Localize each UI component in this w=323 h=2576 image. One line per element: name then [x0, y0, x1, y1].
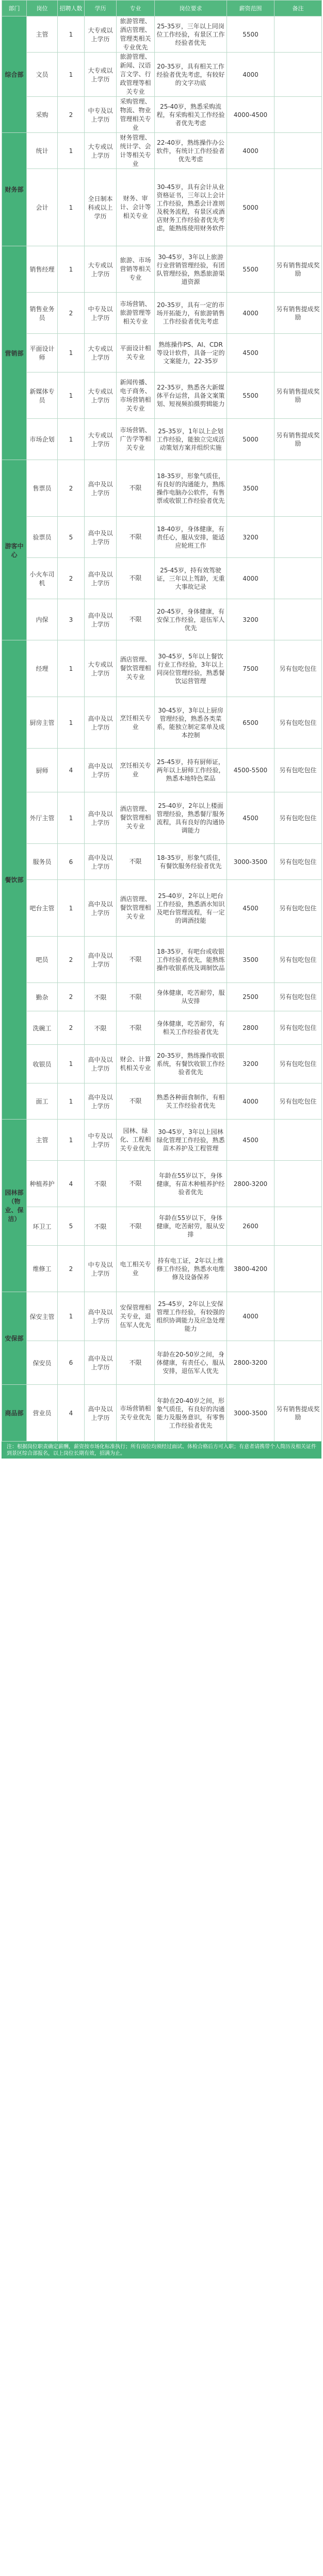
table-row	[2, 169, 322, 246]
salary-cell: 3800-4200	[227, 1246, 274, 1292]
major-cell: 不限	[117, 983, 155, 1011]
requirement-cell: 25-40岁，熟悉采购流程，有采购相关工作经验者优先考虑	[155, 97, 227, 133]
salary-cell: 3500	[227, 937, 274, 983]
requirement-cell: 20-45岁，身体健康，有安保工作经验，退伍军人优先	[155, 599, 227, 640]
education-cell: 高中及以上学历	[85, 517, 117, 558]
requirement-cell: 30-45岁，3年以上园林绿化管理工作经验，熟悉苗木养护及工程管理	[155, 1120, 227, 1161]
headcount-cell: 2	[58, 558, 85, 599]
table-row	[2, 293, 322, 334]
major-cell: 不限	[117, 460, 155, 517]
department-cell: 营销部	[2, 246, 27, 460]
major-cell: 不限	[117, 937, 155, 983]
position-cell: 维修工	[27, 1246, 58, 1292]
education-cell: 高中及以上学历	[85, 792, 117, 844]
position-cell: 销售经理	[27, 246, 58, 293]
table-row	[2, 844, 322, 880]
note-cell: 另有包吃包住	[274, 640, 322, 697]
column-header: 学历	[85, 1, 117, 16]
salary-cell: 4000	[227, 293, 274, 334]
requirement-cell: 22-40岁，熟练操作办公软件，有统计工作经验者优先考虑	[155, 133, 227, 169]
major-cell: 旅游管理、新闻、汉语言文学、行政管理等相关专业	[117, 53, 155, 97]
note-cell: 另有包吃包住	[274, 880, 322, 937]
headcount-cell: 1	[58, 697, 85, 749]
headcount-cell: 2	[58, 97, 85, 133]
table-row	[2, 983, 322, 1011]
note-cell: 另有销售提成奖励	[274, 246, 322, 293]
education-cell: 大专或以上学历	[85, 334, 117, 372]
footnote: 注：根据岗位职责确定薪酬，薪资按市场化标准执行；所有岗位均须经过面试、体检合格后方可入职；有意者请携带个人简历及相关证件到景区综合部报名，以上岗位长期有效，招满为止。	[2, 1442, 321, 1459]
education-cell: 大专或以上学历	[85, 16, 117, 53]
note-cell	[274, 1120, 322, 1161]
headcount-cell: 1	[58, 640, 85, 697]
requirement-cell: 18-35岁，形象气质佳，有良好的沟通能力，熟练操作电脑办公软件，有售票或收银工作经验者优先	[155, 460, 227, 517]
requirement-cell: 25-45岁，持有效驾驶证，三年以上驾龄，无重大事故记录	[155, 558, 227, 599]
major-cell: 烹饪相关专业	[117, 749, 155, 792]
headcount-cell: 5	[58, 1207, 85, 1246]
salary-cell: 4500	[227, 334, 274, 372]
table-row	[2, 937, 322, 983]
major-cell: 不限	[117, 1207, 155, 1246]
table-body	[2, 16, 322, 1442]
headcount-cell: 1	[58, 133, 85, 169]
requirement-cell: 25-35岁，三年以上同岗位工作经验，有景区工作经验者优先	[155, 16, 227, 53]
position-cell: 面工	[27, 1083, 58, 1120]
major-cell: 不限	[117, 517, 155, 558]
note-cell	[274, 334, 322, 372]
position-cell: 外厅主管	[27, 792, 58, 844]
education-cell: 不限	[85, 1207, 117, 1246]
requirement-cell: 年龄在20-40岁之间，形象气质佳，有良好的沟通能力及服务意识，有零售工作经验者优先	[155, 1385, 227, 1442]
education-cell: 大专或以上学历	[85, 133, 117, 169]
requirement-cell: 年龄在20-50岁之间，身体健康，有责任心，服从安排，退伍军人优先	[155, 1341, 227, 1385]
position-cell: 保安员	[27, 1341, 58, 1385]
major-cell: 不限	[117, 844, 155, 880]
headcount-cell: 1	[58, 1120, 85, 1161]
major-cell: 不限	[117, 1341, 155, 1385]
position-cell: 主管	[27, 16, 58, 53]
table-row	[2, 1120, 322, 1161]
position-cell: 主管	[27, 1120, 58, 1161]
major-cell: 不限	[117, 1083, 155, 1120]
table-row	[2, 1207, 322, 1246]
salary-cell: 4000	[227, 1083, 274, 1120]
requirement-cell: 18-35岁，形象气质佳，有餐饮服务经验者优先	[155, 844, 227, 880]
table-row	[2, 372, 322, 419]
salary-cell: 3000-3500	[227, 844, 274, 880]
table-row	[2, 697, 322, 749]
department-cell: 园林部（物业、保洁）	[2, 1120, 27, 1292]
major-cell: 酒店管理、餐饮管理相关专业	[117, 880, 155, 937]
education-cell: 中专及以上学历	[85, 1246, 117, 1292]
note-cell: 另有包吃包住	[274, 1083, 322, 1120]
major-cell: 财务、审计、会计等相关专业	[117, 169, 155, 246]
salary-cell: 7500	[227, 640, 274, 697]
requirement-cell: 熟悉各种面食制作，有相关工作经验者优先	[155, 1083, 227, 1120]
headcount-cell: 5	[58, 517, 85, 558]
position-cell: 勤杂	[27, 983, 58, 1011]
note-cell	[274, 133, 322, 169]
note-cell: 另有销售提成奖励	[274, 1385, 322, 1442]
salary-cell: 3000-3500	[227, 1385, 274, 1442]
requirement-cell: 20-35岁，具有相关工作经验者优先考虑，有较好的文字功底	[155, 53, 227, 97]
education-cell: 不限	[85, 1161, 117, 1207]
education-cell: 高中及以上学历	[85, 937, 117, 983]
position-cell: 收银员	[27, 1045, 58, 1083]
major-cell: 旅游管理、酒店管理、管理类相关专业优先	[117, 16, 155, 53]
column-header: 部门	[2, 1, 27, 16]
education-cell: 高中及以上学历	[85, 1045, 117, 1083]
salary-cell: 4000	[227, 1292, 274, 1341]
headcount-cell: 1	[58, 372, 85, 419]
position-cell: 售票员	[27, 460, 58, 517]
headcount-cell: 3	[58, 599, 85, 640]
education-cell: 全日制本科或以上学历	[85, 169, 117, 246]
requirement-cell: 身体健康，吃苦耐劳，有相关工作经验者优先	[155, 1011, 227, 1045]
table-row	[2, 334, 322, 372]
salary-cell: 3200	[227, 599, 274, 640]
table-row	[2, 1341, 322, 1385]
education-cell: 高中及以上学历	[85, 558, 117, 599]
education-cell: 大专或以上学历	[85, 246, 117, 293]
position-cell: 营业员	[27, 1385, 58, 1442]
position-cell: 市场企划	[27, 419, 58, 460]
note-cell	[274, 1341, 322, 1385]
education-cell: 不限	[85, 1011, 117, 1045]
headcount-cell: 1	[58, 1083, 85, 1120]
headcount-cell: 1	[58, 53, 85, 97]
requirement-cell: 30-45岁，具有会计从业资格证书，三年以上会计工作经验，熟悉会计准则及税务流程，有景区或酒店财务工作经验者优先考虑，能熟练使用财务软件	[155, 169, 227, 246]
headcount-cell: 4	[58, 1161, 85, 1207]
major-cell: 不限	[117, 1011, 155, 1045]
note-cell	[274, 1246, 322, 1292]
position-cell: 文员	[27, 53, 58, 97]
table-row	[2, 246, 322, 293]
education-cell: 高中及以上学历	[85, 1083, 117, 1120]
note-cell	[274, 53, 322, 97]
note-cell	[274, 517, 322, 558]
position-cell: 服务员	[27, 844, 58, 880]
note-cell: 另有包吃包住	[274, 1011, 322, 1045]
education-cell: 高中及以上学历	[85, 1341, 117, 1385]
education-cell: 高中及以上学历	[85, 697, 117, 749]
education-cell: 中专及以上学历	[85, 97, 117, 133]
salary-cell: 3500	[227, 460, 274, 517]
note-cell: 另有销售提成奖励	[274, 419, 322, 460]
headcount-cell: 1	[58, 334, 85, 372]
column-header: 招聘人数	[58, 1, 85, 16]
note-cell	[274, 1161, 322, 1207]
salary-cell: 5500	[227, 372, 274, 419]
column-header: 岗位	[27, 1, 58, 16]
requirement-cell: 20-35岁，熟练操作收银系统，有餐饮收银工作经验者优先	[155, 1045, 227, 1083]
education-cell: 大专或以上学历	[85, 53, 117, 97]
salary-cell: 4000	[227, 53, 274, 97]
position-cell: 环卫工	[27, 1207, 58, 1246]
position-cell: 厨房主管	[27, 697, 58, 749]
education-cell: 高中及以上学历	[85, 460, 117, 517]
major-cell: 财会、计算机相关专业	[117, 1045, 155, 1083]
salary-cell: 2800-3200	[227, 1161, 274, 1207]
table-row	[2, 880, 322, 937]
education-cell: 高中及以上学历	[85, 880, 117, 937]
department-cell: 商品部	[2, 1385, 27, 1442]
major-cell: 新闻传播、电子商务、市场营销相关专业	[117, 372, 155, 419]
headcount-cell: 6	[58, 1341, 85, 1385]
headcount-cell: 2	[58, 937, 85, 983]
requirement-cell: 身体健康，吃苦耐劳，服从安排	[155, 983, 227, 1011]
note-cell	[274, 460, 322, 517]
education-cell: 大专或以上学历	[85, 419, 117, 460]
salary-cell: 5500	[227, 246, 274, 293]
column-header: 专业	[117, 1, 155, 16]
note-cell: 另有包吃包住	[274, 749, 322, 792]
major-cell: 安保管理相关专业，退伍军人优先	[117, 1292, 155, 1341]
department-cell: 游客中心	[2, 460, 27, 640]
salary-cell: 3200	[227, 517, 274, 558]
education-cell: 不限	[85, 983, 117, 1011]
note-cell: 另有销售提成奖励	[274, 293, 322, 334]
headcount-cell: 6	[58, 844, 85, 880]
salary-cell: 4500-5500	[227, 749, 274, 792]
position-cell: 会计	[27, 169, 58, 246]
position-cell: 统计	[27, 133, 58, 169]
major-cell: 财务管理、统计学、会计等相关专业	[117, 133, 155, 169]
note-cell	[274, 97, 322, 133]
position-cell: 新媒体专员	[27, 372, 58, 419]
table-row	[2, 558, 322, 599]
salary-cell: 4000	[227, 558, 274, 599]
note-cell: 另有包吃包住	[274, 844, 322, 880]
salary-cell: 5500	[227, 16, 274, 53]
major-cell: 酒店管理、餐饮管理相关专业	[117, 792, 155, 844]
position-cell: 吧员	[27, 937, 58, 983]
major-cell: 电工相关专业	[117, 1246, 155, 1292]
education-cell: 高中及以上学历	[85, 1292, 117, 1341]
major-cell: 市场营销相关专业优先	[117, 1385, 155, 1442]
position-cell: 种植养护	[27, 1161, 58, 1207]
column-header: 备注	[274, 1, 322, 16]
salary-cell: 4500	[227, 880, 274, 937]
salary-cell: 4500	[227, 1120, 274, 1161]
major-cell: 烹饪相关专业	[117, 697, 155, 749]
note-cell: 另有包吃包住	[274, 697, 322, 749]
headcount-cell: 4	[58, 749, 85, 792]
table-row	[2, 1385, 322, 1442]
requirement-cell: 25-40岁，2年以上吧台工作经验，熟悉酒水知识及吧台管理流程，有一定的调酒技能	[155, 880, 227, 937]
major-cell: 采购管理、物流、物业管理相关专业	[117, 97, 155, 133]
requirement-cell: 18-40岁，身体健康，有责任心，服从安排，能适应轮班工作	[155, 517, 227, 558]
education-cell: 大专或以上学历	[85, 640, 117, 697]
note-cell	[274, 169, 322, 246]
table-row	[2, 133, 322, 169]
position-cell: 验票员	[27, 517, 58, 558]
headcount-cell: 1	[58, 246, 85, 293]
requirement-cell: 25-45岁，2年以上安保管理工作经验，有较强的组织协调能力及应急处理能力	[155, 1292, 227, 1341]
headcount-cell: 2	[58, 1011, 85, 1045]
note-cell	[274, 558, 322, 599]
salary-cell: 2500	[227, 983, 274, 1011]
note-cell	[274, 1207, 322, 1246]
requirement-cell: 25-35岁，1年以上企划工作经验，能独立完成活动策划方案并组织实施	[155, 419, 227, 460]
column-header: 薪资范围	[227, 1, 274, 16]
headcount-cell: 1	[58, 792, 85, 844]
department-cell: 财务部	[2, 133, 27, 246]
major-cell: 园林、绿化、工程相关专业优先	[117, 1120, 155, 1161]
headcount-cell: 1	[58, 169, 85, 246]
table-row	[2, 1161, 322, 1207]
salary-cell: 6500	[227, 697, 274, 749]
table-row	[2, 640, 322, 697]
requirement-cell: 持有电工证，2年以上维修工作经验，熟悉水电维修及设备保养	[155, 1246, 227, 1292]
salary-cell: 5000	[227, 419, 274, 460]
table-row	[2, 419, 322, 460]
salary-cell: 2800-3200	[227, 1341, 274, 1385]
requirement-cell: 30-45岁，5年以上餐饮行业工作经验，3年以上同岗位管理经验，熟悉餐饮运营管理	[155, 640, 227, 697]
major-cell: 平面设计相关专业	[117, 334, 155, 372]
table-row	[2, 599, 322, 640]
salary-cell: 4000-4500	[227, 97, 274, 133]
education-cell: 中专及以上学历	[85, 1120, 117, 1161]
education-cell: 高中及以上学历	[85, 599, 117, 640]
position-cell: 采购	[27, 97, 58, 133]
column-header: 岗位要求	[155, 1, 227, 16]
salary-cell: 3200	[227, 1045, 274, 1083]
headcount-cell: 1	[58, 16, 85, 53]
major-cell: 市场营销、广告学等相关专业	[117, 419, 155, 460]
table-row	[2, 16, 322, 53]
salary-cell: 4500	[227, 792, 274, 844]
requirement-cell: 年龄在55岁以下，身体健康，有苗木种植养护经验者优先	[155, 1161, 227, 1207]
position-cell: 吧台主管	[27, 880, 58, 937]
salary-cell: 2600	[227, 1207, 274, 1246]
headcount-cell: 4	[58, 1385, 85, 1442]
note-cell	[274, 1292, 322, 1341]
headcount-cell: 1	[58, 419, 85, 460]
headcount-cell: 2	[58, 293, 85, 334]
recruitment-page	[2, 0, 321, 1459]
salary-cell: 4000	[227, 133, 274, 169]
education-cell: 中专及以上学历	[85, 293, 117, 334]
major-cell: 不限	[117, 599, 155, 640]
requirement-cell: 22-35岁，熟悉各大新媒体平台运营，具备文案策划、短视频拍摄剪辑能力	[155, 372, 227, 419]
headcount-cell: 2	[58, 460, 85, 517]
note-cell	[274, 16, 322, 53]
note-cell: 另有包吃包住	[274, 1045, 322, 1083]
table-row	[2, 1292, 322, 1341]
table-row	[2, 97, 322, 133]
table-row	[2, 460, 322, 517]
headcount-cell: 1	[58, 1045, 85, 1083]
requirement-cell: 18-35岁，有吧台或收银工作经验者优先，能熟练操作收银系统及调制饮品	[155, 937, 227, 983]
position-cell: 内保	[27, 599, 58, 640]
note-cell: 另有包吃包住	[274, 792, 322, 844]
table-row	[2, 749, 322, 792]
department-cell: 安保部	[2, 1292, 27, 1385]
position-cell: 厨师	[27, 749, 58, 792]
position-cell: 保安主管	[27, 1292, 58, 1341]
education-cell: 高中及以上学历	[85, 1385, 117, 1442]
table-row	[2, 792, 322, 844]
headcount-cell: 2	[58, 1246, 85, 1292]
note-cell: 另有销售提成奖励	[274, 372, 322, 419]
headcount-cell: 1	[58, 880, 85, 937]
position-cell: 小火车司机	[27, 558, 58, 599]
table-row	[2, 1011, 322, 1045]
requirement-cell: 30-45岁，3年以上旅游行业营销管理经验，有团队管理经验，熟悉旅游渠道资源	[155, 246, 227, 293]
education-cell: 高中及以上学历	[85, 844, 117, 880]
education-cell: 高中及以上学历	[85, 749, 117, 792]
table-row	[2, 1045, 322, 1083]
major-cell: 不限	[117, 558, 155, 599]
table-header-row	[2, 1, 322, 16]
note-cell: 另有包吃包住	[274, 937, 322, 983]
position-cell: 洗碗工	[27, 1011, 58, 1045]
department-cell: 餐饮部	[2, 640, 27, 1120]
requirement-cell: 25-45岁，持有厨师证，两年以上厨师工作经验，熟悉本地特色菜品	[155, 749, 227, 792]
headcount-cell: 2	[58, 983, 85, 1011]
table-row	[2, 1246, 322, 1292]
requirement-cell: 30-45岁，3年以上厨房管理经验，熟悉各类菜系，能独立制定菜单及成本控制	[155, 697, 227, 749]
major-cell: 不限	[117, 1161, 155, 1207]
note-cell	[274, 599, 322, 640]
department-cell: 综合部	[2, 16, 27, 133]
table-row	[2, 517, 322, 558]
salary-cell: 2800	[227, 1011, 274, 1045]
major-cell: 旅游、市场营销等相关专业	[117, 246, 155, 293]
requirement-cell: 20-35岁，具有一定的市场开拓能力，有旅游销售工作经验者优先考虑	[155, 293, 227, 334]
education-cell: 大专或以上学历	[85, 372, 117, 419]
major-cell: 酒店管理、餐饮管理相关专业	[117, 640, 155, 697]
position-cell: 销售业务员	[27, 293, 58, 334]
requirement-cell: 年龄在55岁以下，身体健康，吃苦耐劳，服从安排	[155, 1207, 227, 1246]
requirement-cell: 25-40岁，2年以上楼面管理经验，熟悉餐厅服务流程，具有良好的沟通协调能力	[155, 792, 227, 844]
requirement-cell: 熟练操作PS、AI、CDR等设计软件，具备一定的文案能力，22-35岁	[155, 334, 227, 372]
headcount-cell: 1	[58, 1292, 85, 1341]
major-cell: 市场营销、旅游管理等相关专业	[117, 293, 155, 334]
table-row	[2, 53, 322, 97]
position-cell: 经理	[27, 640, 58, 697]
recruitment-table	[2, 0, 322, 1442]
note-cell: 另有包吃包住	[274, 983, 322, 1011]
salary-cell: 5000	[227, 169, 274, 246]
table-row	[2, 1083, 322, 1120]
position-cell: 平面设计师	[27, 334, 58, 372]
